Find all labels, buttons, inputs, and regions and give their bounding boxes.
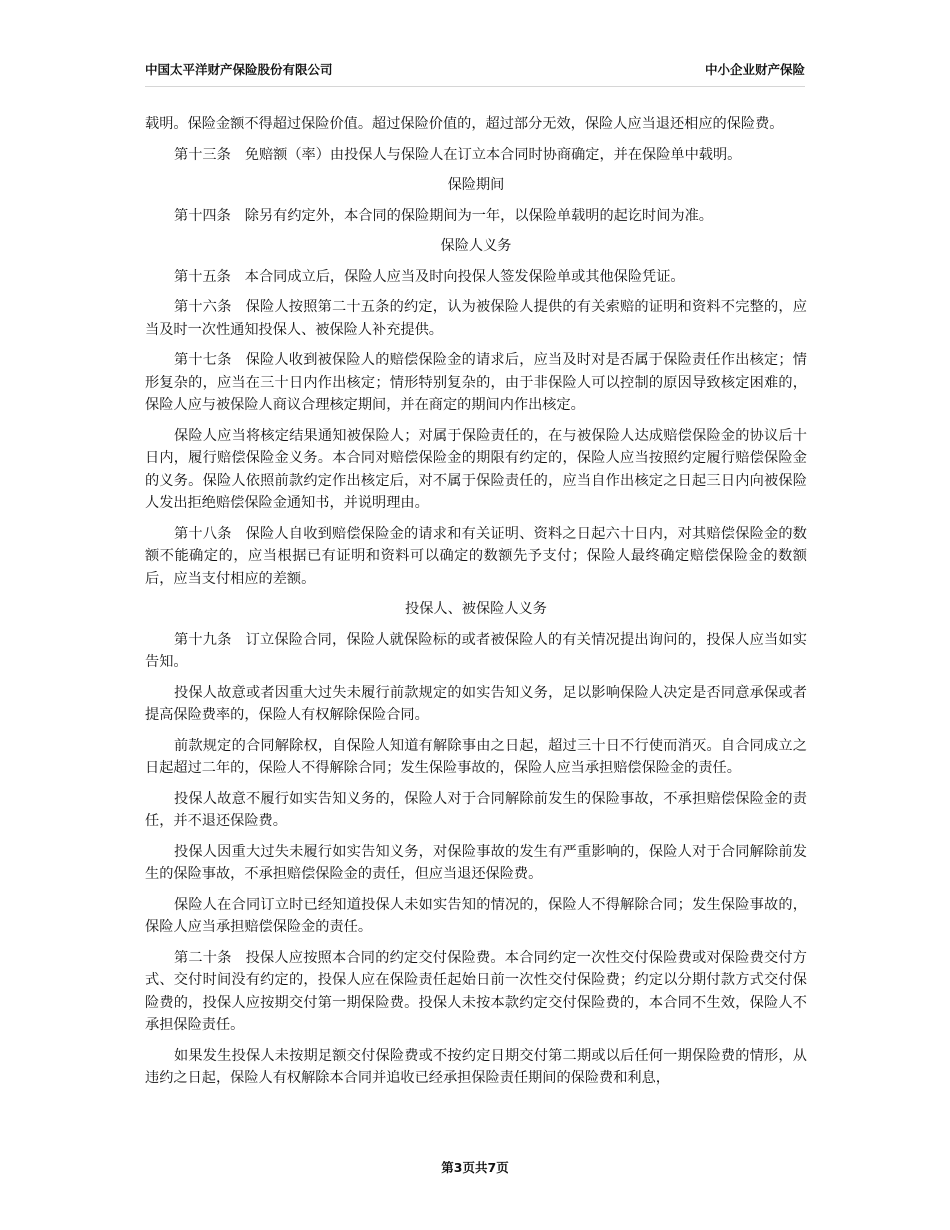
article-19-paragraph-6: 保险人在合同订立时已经知道投保人未如实告知的情况的，保险人不得解除合同；发生保险事故的，保险人应当承担赔偿保险金的责任。	[145, 896, 807, 935]
article-19-paragraph-3: 前款规定的合同解除权，自保险人知道有解除事由之日起，超过三十日不行使而消灭。自合同成立之日起超过二年的，保险人不得解除合同；发生保险事故的，保险人应当承担赔偿保险金的责任。	[145, 737, 807, 776]
section-heading-insurer-obligations: 保险人义务	[440, 238, 512, 254]
header-company-name: 中国太平洋财产保险股份有限公司	[145, 62, 333, 77]
article-17	[145, 349, 807, 417]
article-label: 第十九条	[174, 631, 232, 648]
article-label: 第十三条	[174, 146, 231, 163]
article-16	[145, 296, 807, 341]
page-number: 第3页共7页	[441, 1160, 509, 1175]
article-text: 保险人自收到赔偿保险金的请求和有关证明、资料之日起六十日内，对其赔偿保险金的数额不能确定的，应当根据已有证明和资料可以确定的数额先予支付；保险人最终确定赔偿保险金的数额后，应当支付相应的差额。	[145, 525, 807, 587]
article-20	[145, 947, 807, 1037]
article-20-paragraph-2: 如果发生投保人未按期足额交付保险费或不按约定日期交付第二期或以后任何一期保险费的情形，从违约之日起，保险人有权解除本合同并追收已经承担保险责任期间的保险费和利息，	[145, 1047, 807, 1086]
article-19-paragraph-5: 投保人因重大过失未履行如实告知义务，对保险事故的发生有严重影响的，保险人对于合同解除前发生的保险事故，不承担赔偿保险金的责任，但应当退还保险费。	[145, 843, 807, 882]
article-text: 本合同成立后，保险人应当及时向投保人签发保险单或其他保险凭证。	[244, 268, 685, 285]
article-label: 第十七条	[174, 352, 232, 368]
article-text: 订立保险合同，保险人就保险标的或者被保险人的有关情况提出询问的，投保人应当如实告知。	[145, 631, 807, 670]
page-header	[145, 60, 805, 82]
article-19-paragraph-2: 投保人故意或者因重大过失未履行前款规定的如实告知义务，足以影响保险人决定是否同意承保或者提高保险费率的，保险人有权解除保险合同。	[145, 684, 807, 723]
article-13	[145, 144, 807, 167]
article-text: 除另有约定外，本合同的保险期间为一年，以保险单载明的起讫时间为准。	[244, 207, 713, 224]
header-product-name: 中小企业财产保险	[704, 62, 805, 77]
paragraph-continued: 载明。保险金额不得超过保险价值。超过保险价值的，超过部分无效，保险人应当退还相应的保险费。	[145, 116, 784, 132]
article-19-paragraph-4: 投保人故意不履行如实告知义务的，保险人对于合同解除前发生的保险事故，不承担赔偿保险金的责任，并不退还保险费。	[145, 790, 807, 829]
article-label: 第二十条	[174, 949, 232, 966]
article-14	[145, 205, 807, 228]
article-17-paragraph-2: 保险人应当将核定结果通知被保险人；对属于保险责任的，在与被保险人达成赔偿保险金的协议后十日内，履行赔偿保险金义务。本合同对赔偿保险金的期限有约定的，保险人应当按照约定履行赔偿保险金的义务。保险人依照前款约定作出核定后，对不属于保险责任的，应当自作出核定之日起三日内向被保险人发出拒绝赔偿保险金通知书，并说明理由。	[145, 427, 807, 511]
article-label: 第十六条	[174, 299, 232, 315]
article-label: 第十四条	[174, 207, 231, 224]
article-text: 保险人按照第二十五条的约定，认为被保险人提供的有关索赔的证明和资料不完整的，应当及时一次性通知投保人、被保险人补充提供。	[145, 299, 807, 338]
document-body	[145, 113, 807, 1098]
article-19	[145, 629, 807, 674]
section-heading-policyholder-obligations: 投保人、被保险人义务	[405, 601, 547, 617]
article-18	[145, 523, 807, 591]
article-text: 保险人收到被保险人的赔偿保险金的请求后，应当及时对是否属于保险责任作出核定；情形复杂的，应当在三十日内作出核定；情形特别复杂的，由于非保险人可以控制的原因导致核定困难的，保险人应与被保险人商议合理核定期间，并在商定的期间内作出核定。	[145, 352, 807, 413]
header-divider	[145, 86, 805, 87]
article-text: 投保人应按照本合同的约定交付保险费。本合同约定一次性交付保险费或对保险费交付方式、交付时间没有约定的，投保人应在保险责任起始日前一次性交付保险费；约定以分期付款方式交付保险费的，投保人应按期交付第一期保险费。投保人未按本款约定交付保险费的，本合同不生效，保险人不承担保险责任。	[145, 949, 807, 1033]
section-heading-insurance-period: 保险期间	[447, 177, 505, 193]
article-15	[145, 266, 807, 289]
article-label: 第十八条	[174, 525, 232, 542]
article-label: 第十五条	[174, 268, 231, 285]
article-text: 免赔额（率）由投保人与保险人在订立本合同时协商确定，并在保险单中载明。	[244, 146, 742, 163]
